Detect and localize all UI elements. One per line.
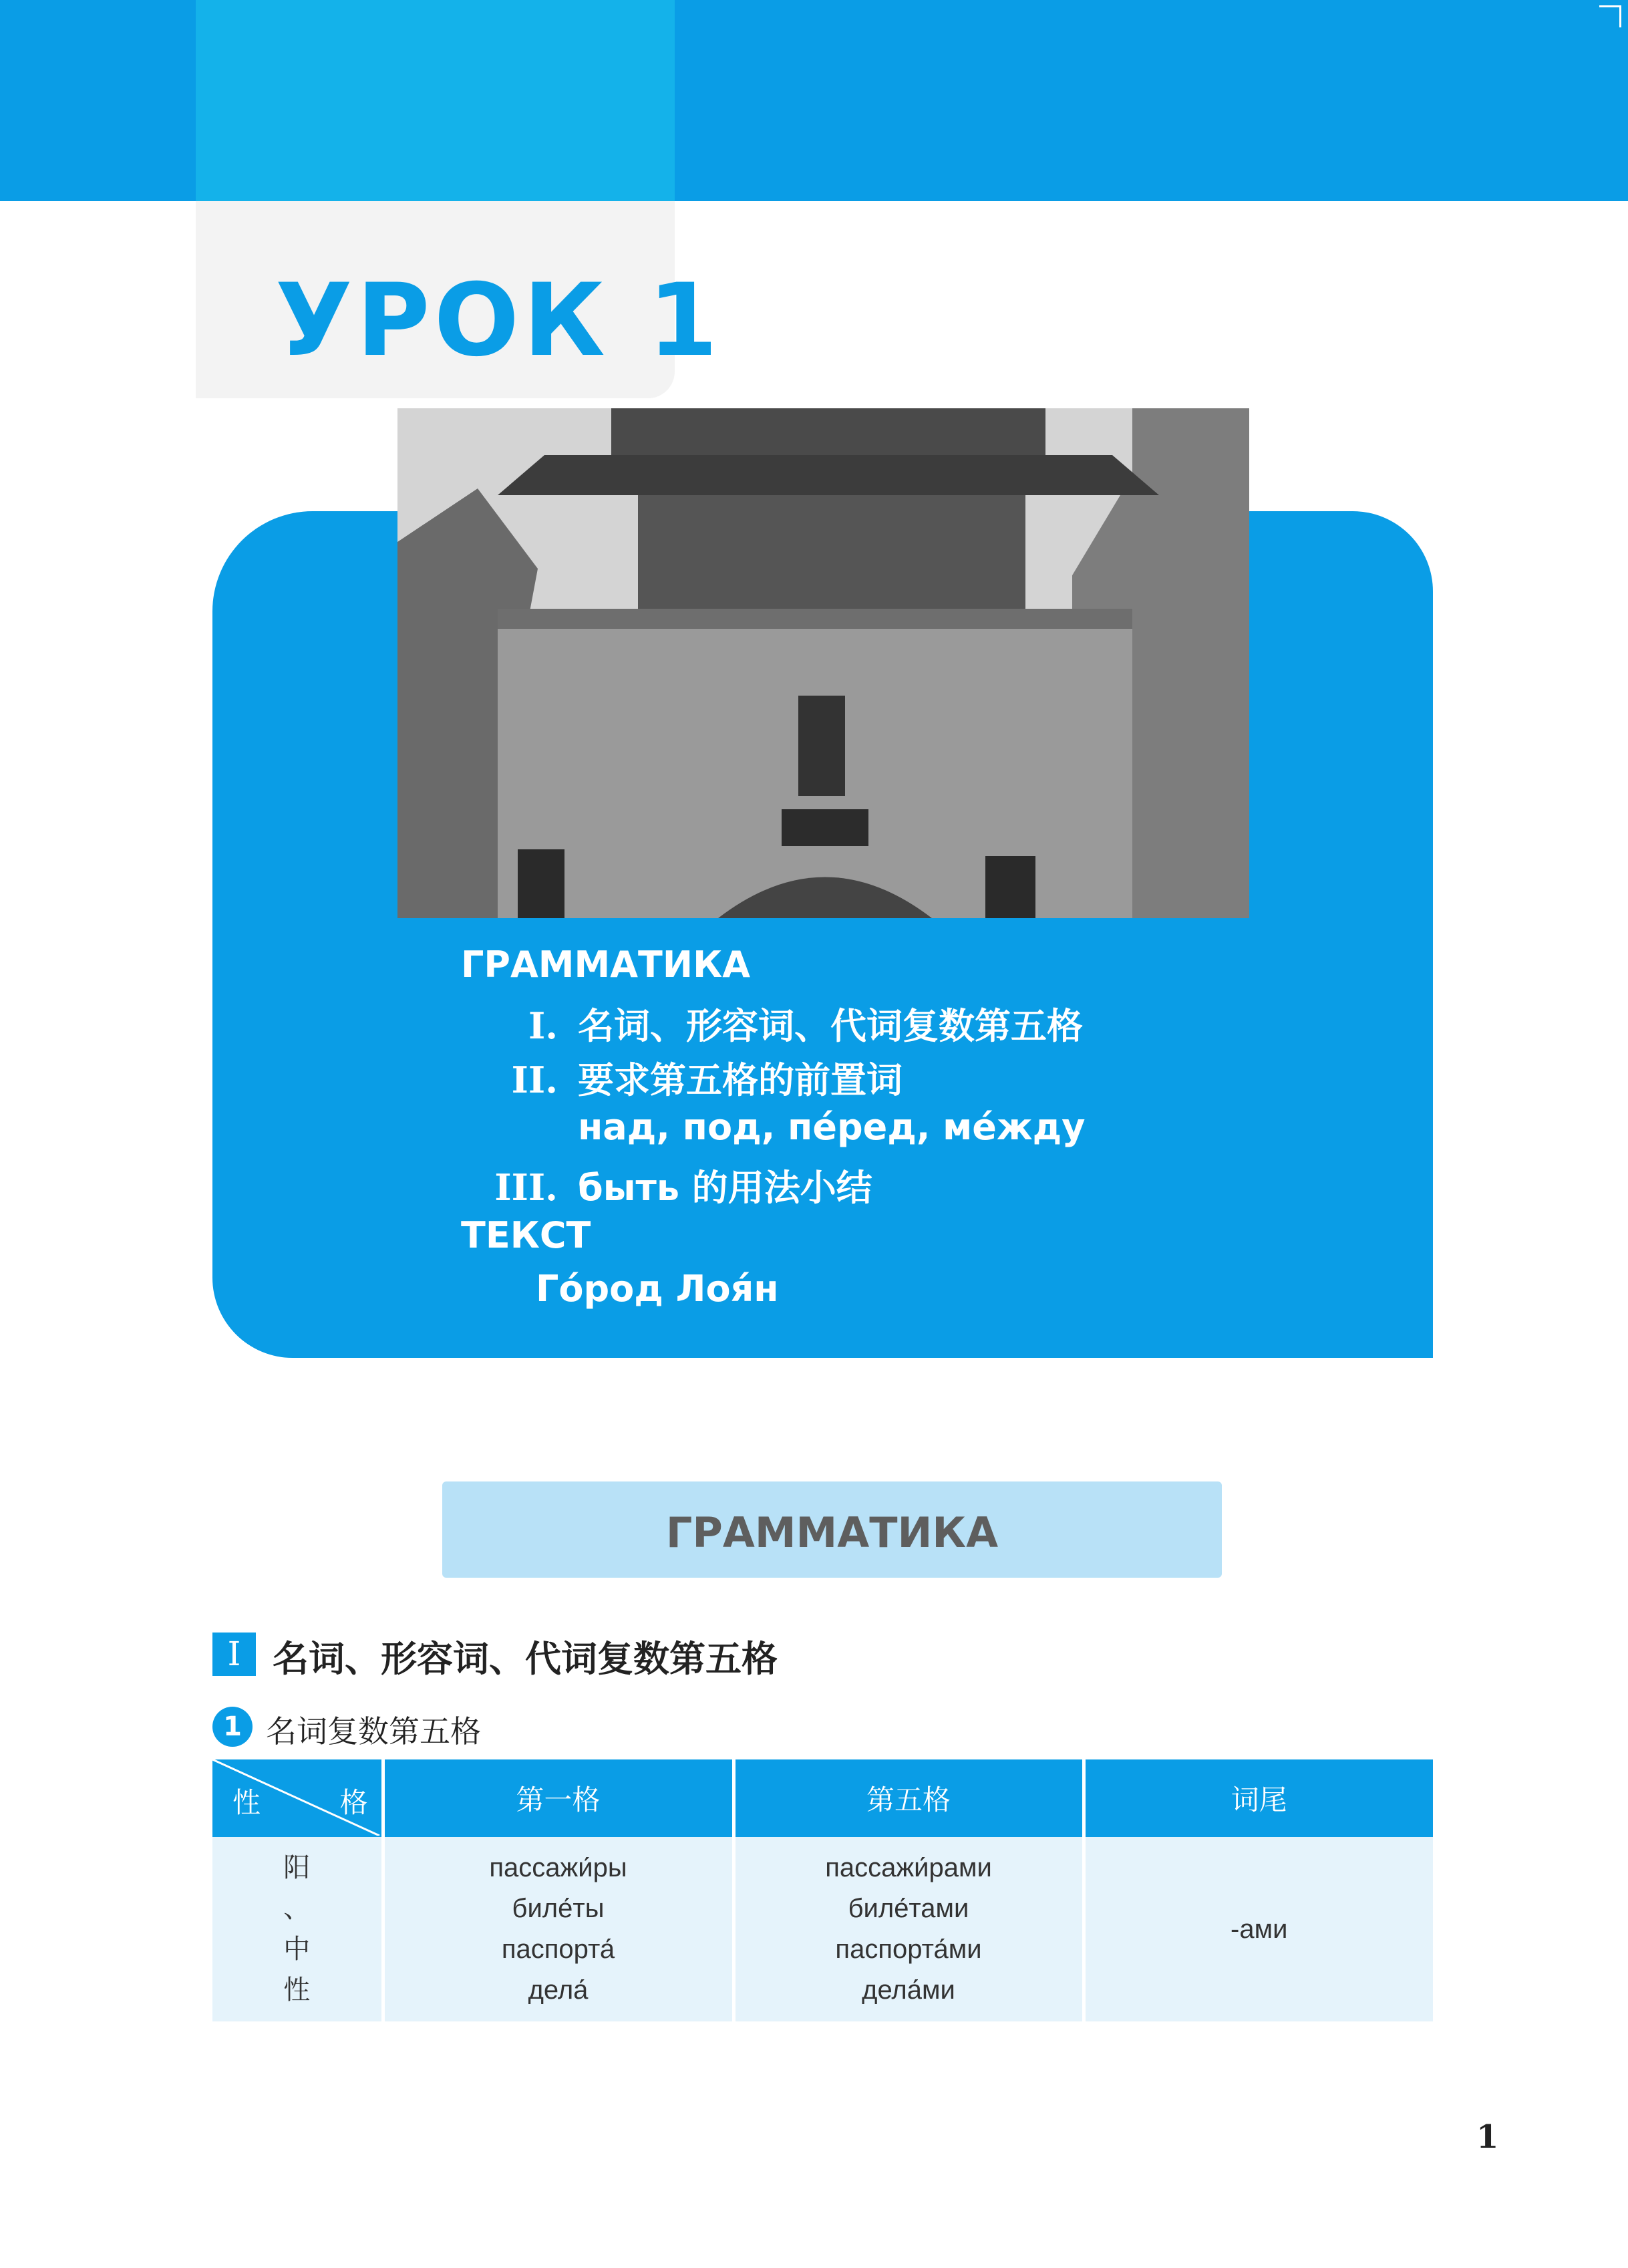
nominative-cell xyxy=(383,1837,734,2021)
word-form: биле́тами xyxy=(848,1894,969,1923)
word-form: паспорта́ xyxy=(501,1935,615,1964)
corner-header-cell xyxy=(212,1759,383,1837)
instrumental-cell xyxy=(734,1837,1084,2021)
subsection-title: 名词复数第五格 xyxy=(266,1713,481,1749)
gender-char: 、 xyxy=(283,1894,311,1923)
grammar-section-banner xyxy=(442,1481,1222,1578)
header-ending: 词尾 xyxy=(1084,1759,1433,1837)
section-title: 名词、形容词、代词复数第五格 xyxy=(273,1638,778,1680)
case-label: 格 xyxy=(339,1786,368,1819)
crop-mark xyxy=(1599,5,1621,27)
word-form: дела́ xyxy=(528,1975,589,2005)
toc-item-text: 名词、形容词、代词复数第五格 xyxy=(578,1005,1083,1047)
word-form: пассажи́ры xyxy=(489,1853,627,1882)
subsection-number-badge: 1 xyxy=(212,1707,253,1747)
toc-item-number: I. xyxy=(528,1004,558,1047)
header-nominative: 第一格 xyxy=(383,1759,734,1837)
declension-table xyxy=(212,1759,1433,2021)
page-number: 1 xyxy=(1476,2118,1499,2156)
section-number-badge: I xyxy=(212,1633,256,1676)
gender-char: 阳 xyxy=(283,1853,311,1882)
gender-cell xyxy=(212,1837,383,2021)
word-form: биле́ты xyxy=(512,1894,605,1923)
table-header-row xyxy=(212,1759,1433,1837)
gender-label: 性 xyxy=(232,1786,261,1819)
word-form: пассажи́рами xyxy=(825,1853,992,1882)
toc-text-heading: ТЕКСТ xyxy=(461,1214,591,1256)
lesson-tab xyxy=(196,0,675,201)
city-gate-photo xyxy=(397,408,1249,918)
header-instrumental: 第五格 xyxy=(734,1759,1084,1837)
toc-item-2-cont xyxy=(491,1106,1085,1148)
toc-item-number: II. xyxy=(511,1058,558,1101)
ending-cell: -ами xyxy=(1084,1837,1433,2021)
toc-grammar-heading: ГРАММАТИКА xyxy=(461,944,751,986)
grammar-banner-label: ГРАММАТИКА xyxy=(665,1508,999,1557)
gender-char: 中 xyxy=(283,1935,311,1964)
toc-item-2 xyxy=(491,1052,903,1103)
toc-item-text: 要求第五格的前置词 xyxy=(578,1059,903,1101)
toc-item-text: быть 的用法小结 xyxy=(578,1167,872,1209)
toc-item-number: III. xyxy=(494,1166,558,1209)
gender-char: 性 xyxy=(283,1975,311,2005)
table-row xyxy=(212,1837,1433,2021)
toc-text-title: Го́род Лоя́н xyxy=(536,1268,779,1310)
toc-item-1 xyxy=(491,998,1083,1049)
toc-item-text: над, под, пе́ред, ме́жду xyxy=(578,1106,1086,1148)
word-form: паспорта́ми xyxy=(835,1935,982,1964)
lesson-title: УРОК 1 xyxy=(275,263,722,379)
toc-item-3 xyxy=(491,1159,872,1211)
word-form: дела́ми xyxy=(862,1975,955,2005)
